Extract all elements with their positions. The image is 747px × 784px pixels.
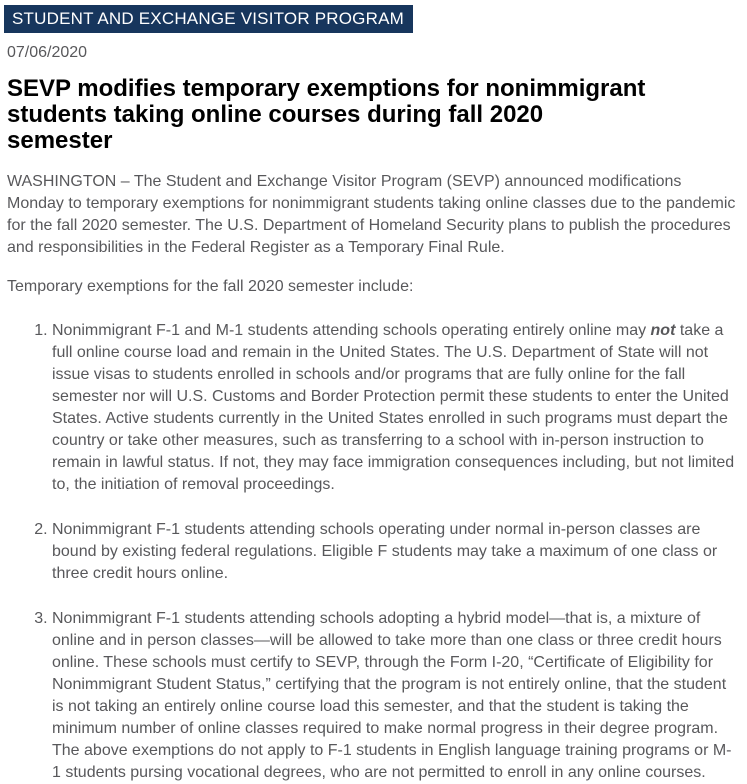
exemption-item-1-text-pre: Nonimmigrant F-1 and M-1 students attending schools operating entirely online may [52, 322, 651, 339]
list-intro-paragraph: Temporary exemptions for the fall 2020 semester include: [7, 278, 414, 295]
exemption-item-2: 2. Nonimmigrant F-1 students attending schools operating under normal in-person classes are bound by existing federal regulations. Eligible F students may take a maximum of one class or three credit hours online. [52, 519, 740, 585]
exemption-item-1 [52, 320, 740, 496]
exemptions-list [7, 320, 740, 784]
program-banner-label: STUDENT AND EXCHANGE VISITOR PROGRAM [12, 9, 404, 28]
exemption-item-3: 3. Nonimmigrant F-1 students attending schools adopting a hybrid model—that is, a mixture of online and in person classes—will be allowed to take more than one class or three credit hours online. These schools must certify to SEVP, through the Form I-20, “Certificate of Eligibility for Nonimmigrant Student Status,” certifying that the program is not entirely online, that the student is not taking an entirely online course load this semester, and that the student is taking the minimum number of online classes required to make normal progress in their degree program. The above exemptions do not apply to F-1 students in English language training programs or M-1 students pursing vocational degrees, who are not permitted to enroll in any online courses. [52, 608, 740, 784]
exemption-item-1-text-post: take a full online course load and remain in the United States. The U.S. Department of State will not issue visas to students enrolled in schools and/or programs that are fully online for the fall semester nor will U.S. Customs and Border Protection permit these students to enter the United States. Active students currently in the United States enrolled in such programs must depart the country or take other measures, such as transferring to a school with in-person instruction to remain in lawful status. If not, they may face immigration consequences including, but not limited to, the initiation of removal proceedings. [52, 322, 735, 493]
exemption-item-1-emphasis: not [650, 322, 676, 339]
program-banner [4, 5, 413, 33]
release-date: 07/06/2020 [7, 44, 88, 61]
page-title: SEVP modifies temporary exemptions for nonimmigrant students taking online courses during fall 2020 semester [7, 75, 646, 154]
intro-paragraph: WASHINGTON – The Student and Exchange Visitor Program (SEVP) announced modifications Monday to temporary exemptions for nonimmigrant students taking online classes due to the pandemic for the fall 2020 semester. The U.S. Department of Homeland Security plans to publish the procedures and responsibilities in the Federal Register as a Temporary Final Rule. [7, 173, 736, 256]
